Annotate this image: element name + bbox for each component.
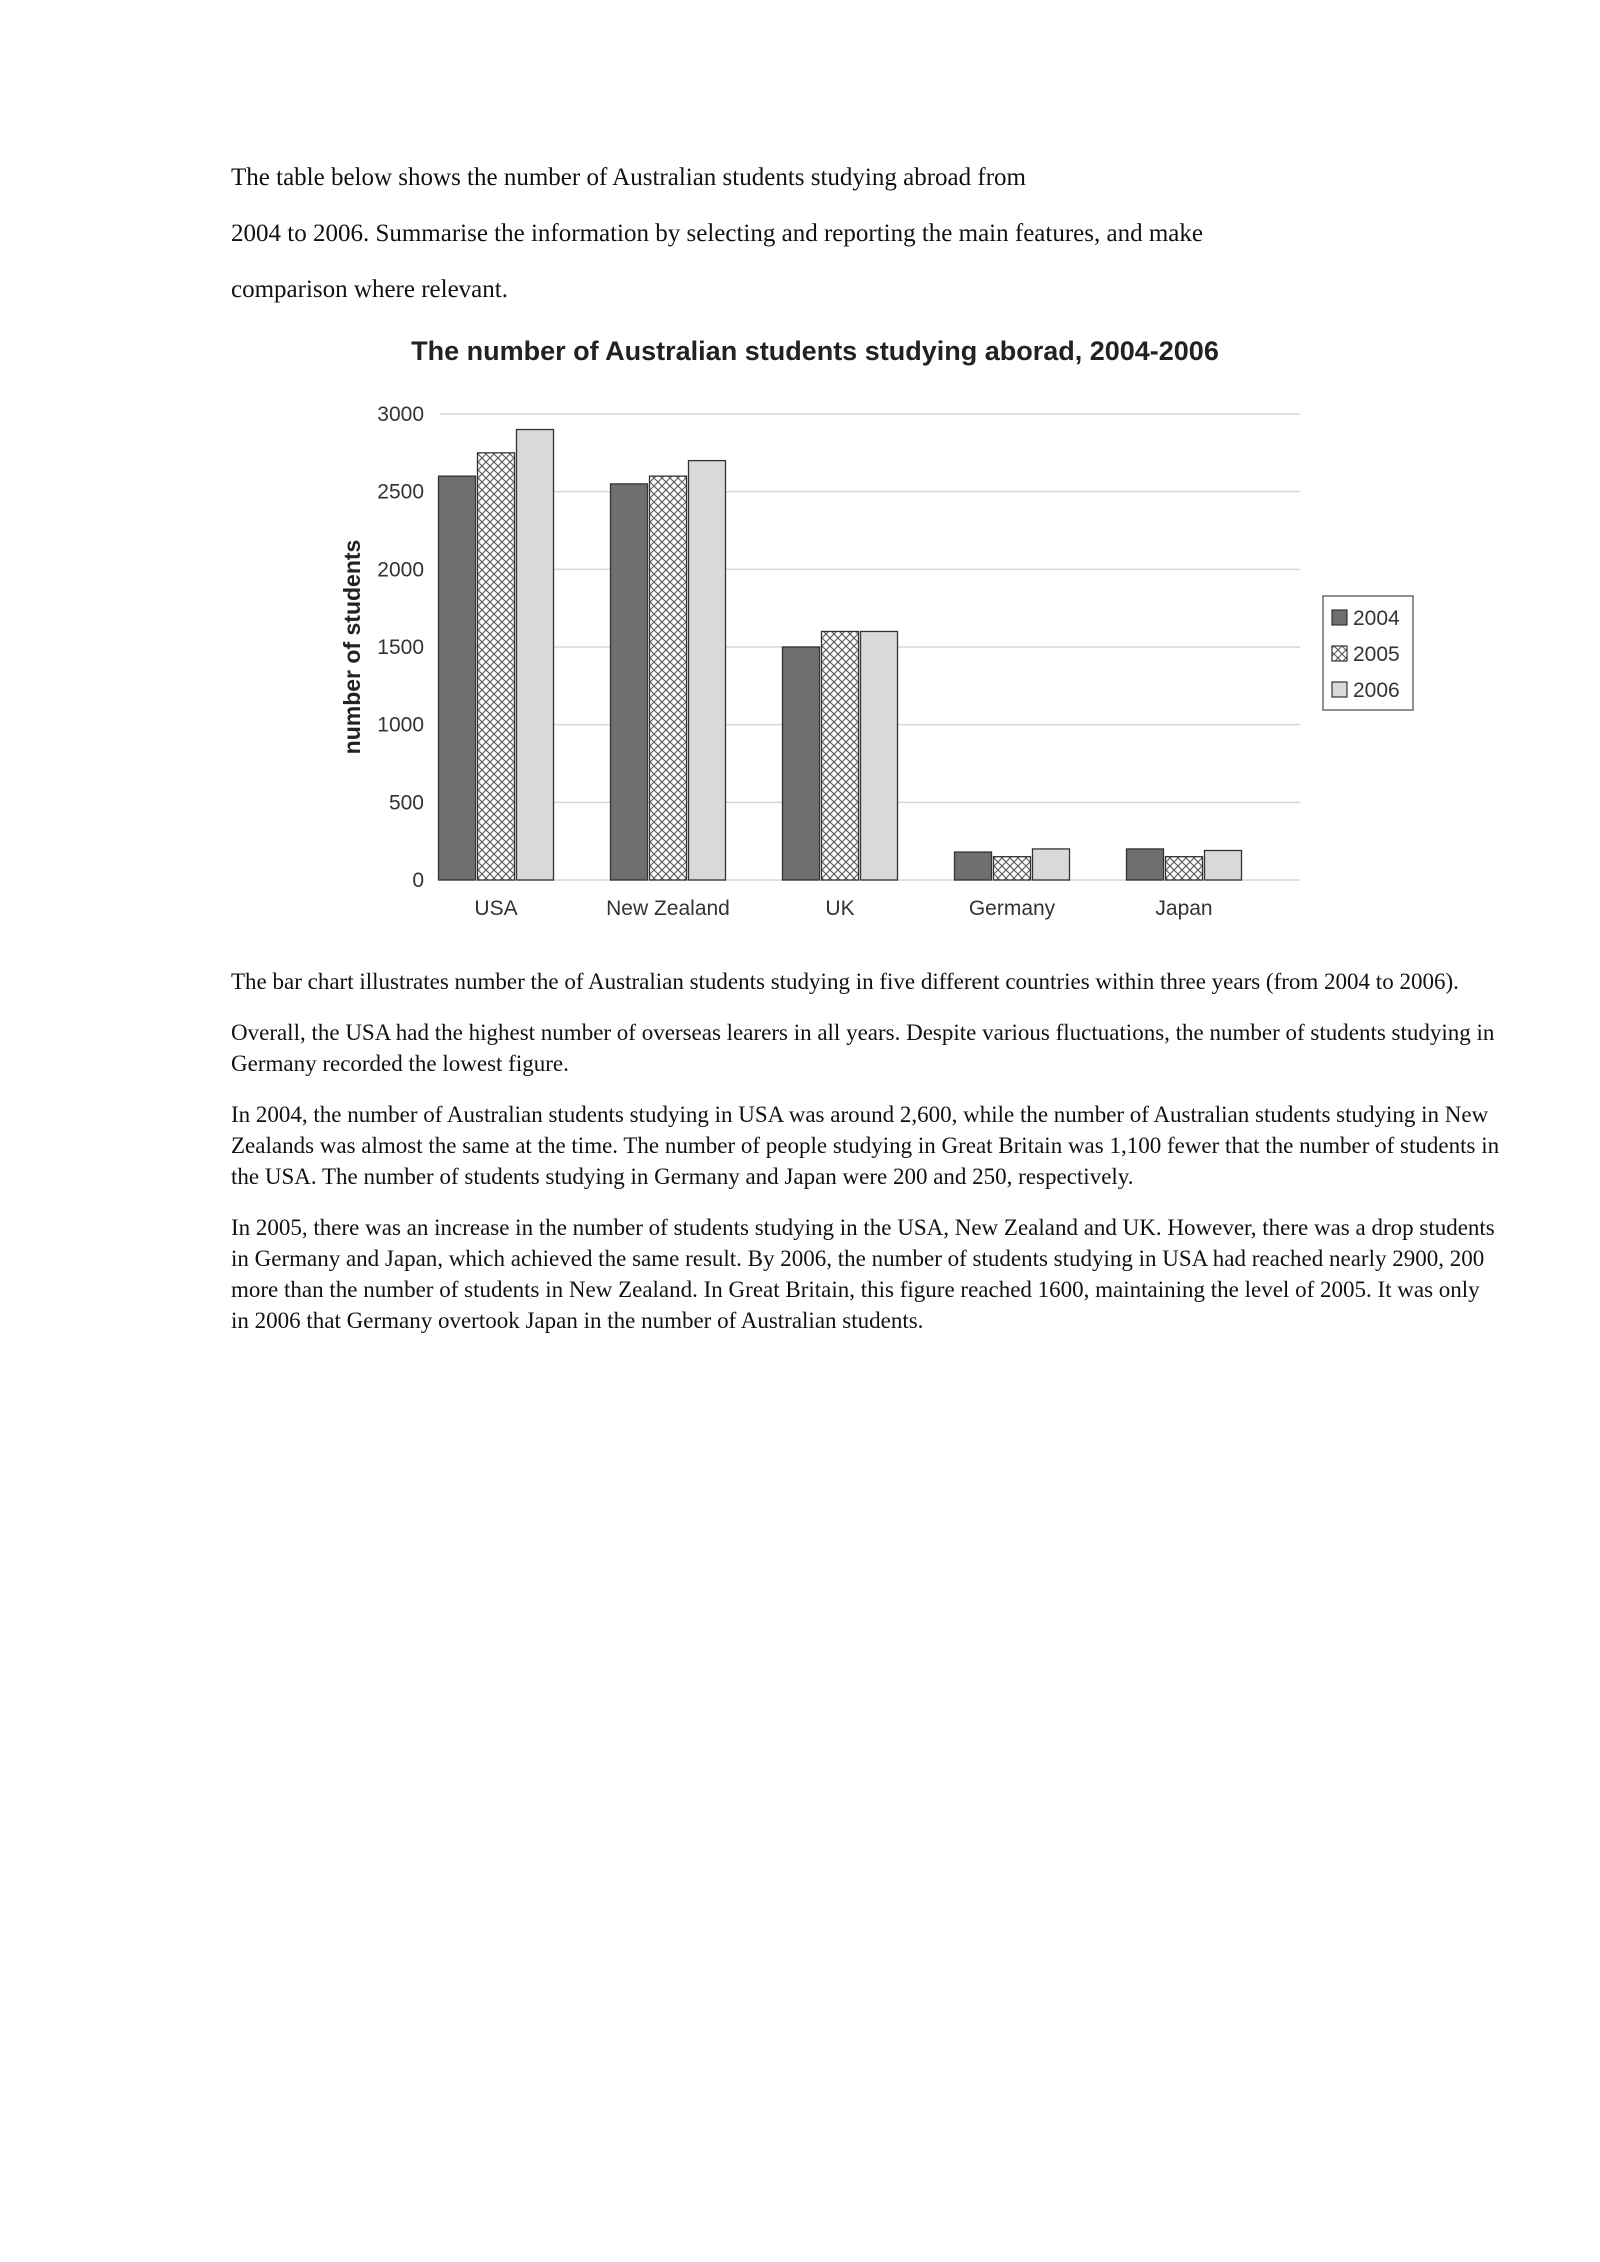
essay-paragraph: In 2004, the number of Australian students studying in USA was around 2,600, while the number of Australian students studying in New Zealands was almost the same at the time. The number of people studying in Great Britain was 1,100 fewer that the number of students in the USA. The number of students studying in Germany and Japan were 200 and 250, respectively.: [231, 1102, 1500, 1189]
task-prompt: [231, 150, 1481, 318]
x-tick-label: UK: [825, 897, 855, 920]
bar-2006: [517, 430, 554, 880]
y-tick-label: 0: [412, 869, 424, 892]
bar-2006: [1033, 849, 1070, 880]
bar-2005: [1166, 857, 1203, 880]
legend-swatch-2005: [1332, 646, 1347, 661]
legend-label: 2006: [1353, 679, 1400, 702]
essay-body: [231, 966, 1501, 1356]
bar-2005: [994, 857, 1031, 880]
bar-chart: [330, 330, 1430, 940]
bar-2004: [955, 852, 992, 880]
bar-2004: [439, 476, 476, 880]
legend-swatch-2006: [1332, 682, 1347, 697]
y-axis-label: number of students: [339, 539, 365, 755]
bar-2004: [611, 484, 648, 880]
bar-2005: [650, 476, 687, 880]
x-tick-label: Germany: [968, 897, 1056, 920]
essay-paragraph: The bar chart illustrates number the of Australian students studying in five different countries within three years (from 2004 to 2006).: [231, 969, 1459, 994]
y-tick-label: 1000: [377, 713, 424, 737]
essay-paragraph: Overall, the USA had the highest number of overseas learers in all years. Despite various fluctuations, the number of students studying in Germany recorded the lowest figure.: [231, 1020, 1495, 1076]
prompt-line: The table below shows the number of Australian students studying abroad from: [231, 164, 1026, 191]
y-tick-label: 3000: [377, 403, 424, 426]
x-tick-label: Japan: [1155, 897, 1213, 920]
bar-2005: [478, 453, 515, 880]
legend-label: 2005: [1353, 643, 1400, 666]
chart-title: The number of Australian students studying aborad, 2004-2006: [411, 336, 1219, 366]
prompt-line: 2004 to 2006. Summarise the information by selecting and reporting the main features, and make: [231, 220, 1203, 247]
legend-swatch-2004: [1332, 610, 1347, 625]
y-tick-label: 500: [388, 791, 424, 815]
x-tick-label: USA: [474, 897, 518, 920]
bar-chart-svg: [330, 330, 1430, 940]
y-tick-label: 2000: [377, 558, 424, 582]
bar-2004: [783, 647, 820, 880]
bar-2005: [822, 631, 859, 880]
bar-2006: [1205, 850, 1242, 880]
y-tick-label: 2500: [377, 480, 424, 504]
y-tick-label: 1500: [377, 636, 424, 659]
bar-2006: [689, 461, 726, 880]
prompt-line: comparison where relevant.: [231, 276, 508, 303]
x-tick-label: New Zealand: [606, 897, 730, 920]
bar-2004: [1127, 849, 1164, 880]
bar-2006: [861, 631, 898, 880]
legend-label: 2004: [1353, 607, 1400, 630]
essay-paragraph: In 2005, there was an increase in the number of students studying in the USA, New Zealand and UK. However, there was a drop students in Germany and Japan, which achieved the same result. By 2006, the number of students studying in USA had reached nearly 2900, 200 more than the number of students in New Zealand. In Great Britain, this figure reached 1600, maintaining the level of 2005. It was only in 2006 that Germany overtook Japan in the number of Australian students.: [231, 1215, 1495, 1333]
